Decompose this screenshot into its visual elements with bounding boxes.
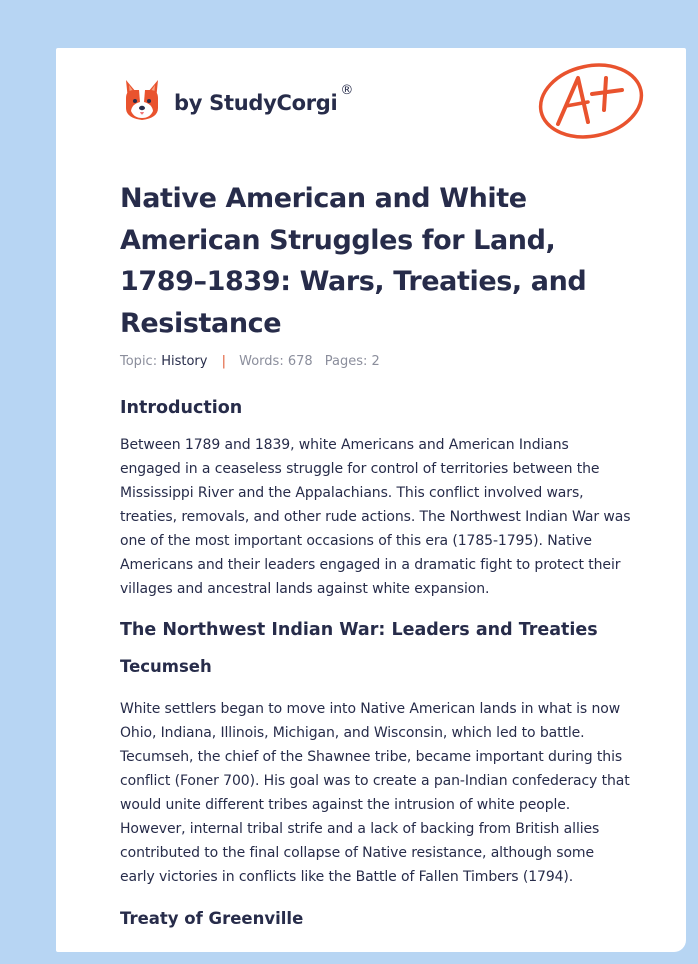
introduction-paragraph: Between 1789 and 1839, white Americans and American Indians engaged in a ceaseless struggle for control of territories between the Mississippi River and the Appalachians. This conflict involved wars, treaties, removals, and other rude actions. The Northwest Indian War was one of the most important occasions of this era (1785-1795). Native Americans and their leaders engaged in a dramatic fight to protect their villages and ancestral lands against white expansion. (120, 437, 631, 597)
treaty-greenville-heading: Treaty of Greenville (120, 909, 304, 928)
northwest-war-heading: The Northwest Indian War: Leaders and Treaties (120, 620, 598, 640)
a-plus-grade-icon (536, 60, 646, 140)
corgi-logo-icon (122, 78, 162, 122)
topic-link[interactable]: History (161, 354, 208, 369)
word-count: Words: 678 (239, 354, 313, 369)
registered-mark: ® (340, 82, 354, 98)
brand-logo[interactable] (122, 76, 353, 124)
document-page (56, 48, 686, 952)
topic-label: Topic: (120, 354, 158, 369)
meta-separator: | (221, 354, 226, 369)
page-count: Pages: 2 (324, 354, 380, 369)
introduction-heading: Introduction (120, 398, 243, 418)
document-title: Native American and White American Struggles for Land, 1789–1839: Wars, Treaties, and Resistance (120, 183, 587, 339)
document-meta (120, 354, 380, 369)
brand-name: by StudyCorgi (174, 91, 338, 115)
tecumseh-paragraph: White settlers began to move into Native American lands in what is now Ohio, Indiana, Illinois, Michigan, and Wisconsin, which led to battle. Tecumseh, the chief of the Shawnee tribe, became important during this conflict (Foner 700). His goal was to create a pan-Indian confederacy that would unite different tribes against the intrusion of white people. However, internal tribal strife and a lack of backing from British allies contributed to the final collapse of Native resistance, although some early victories in conflicts like the Battle of Fallen Timbers (1794). (120, 701, 630, 885)
tecumseh-heading: Tecumseh (120, 657, 212, 676)
